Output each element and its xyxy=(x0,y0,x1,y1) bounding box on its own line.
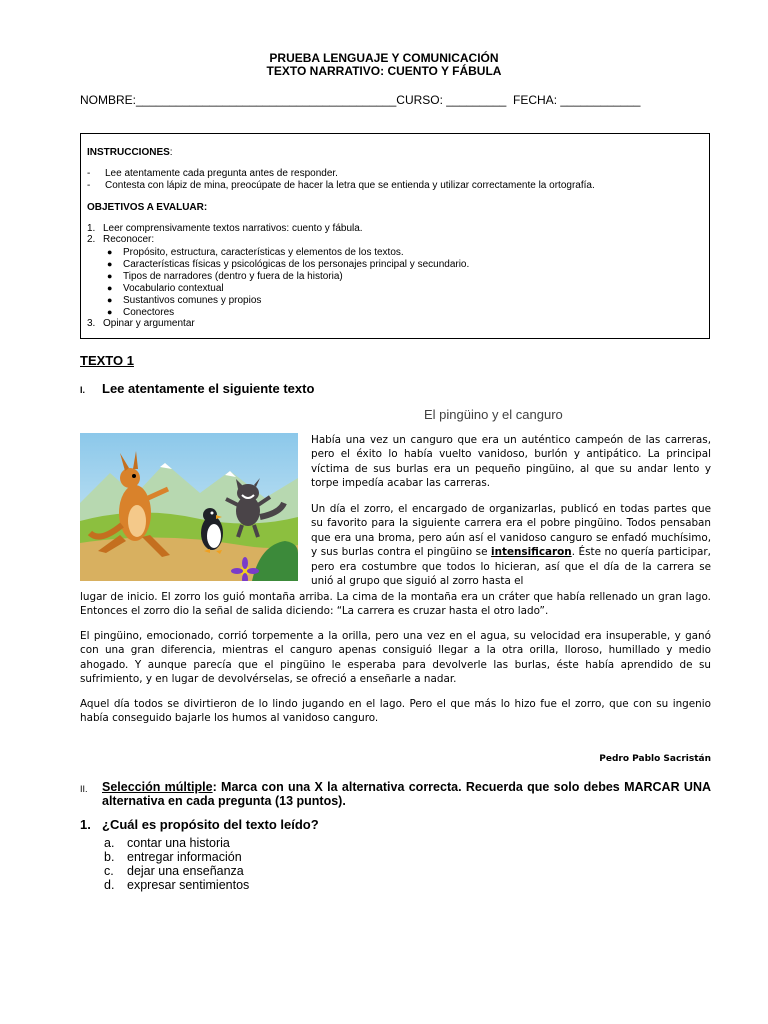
sub-objective-item: ● Conectores xyxy=(107,307,175,318)
answer-option-b[interactable]: b. entregar información xyxy=(104,850,242,864)
instructions-box xyxy=(80,133,710,339)
answer-option-c[interactable]: c. dejar una enseñanza xyxy=(104,864,244,878)
story-paragraph: El pingüino, emocionado, corrió torpemente a la orilla, pero una vez en el agua, su velocidad era insuperable, y ganó con una gran diferencia, mientras el canguro apenas consiguió llegar a la otra orilla, lloroso, humillado y medio ahogado. Y aunque parecía que el pingüino le esperaba para devolverle las burlas, éste había aprendido de su sufrimiento, y en lugar de devolvérselas, se ofreció a enseñarle a nadar. xyxy=(80,630,711,686)
objectives-heading: OBJETIVOS A EVALUAR: xyxy=(87,202,208,213)
instruction-item: - Contesta con lápiz de mina, preocúpate de hacer la letra que se entienda y utilizar correctamente la ortografía. xyxy=(87,180,595,191)
instruction-item: - Lee atentamente cada pregunta antes de responder. xyxy=(87,168,338,179)
highlighted-word: intensificaron xyxy=(491,546,572,559)
story-paragraph: lugar de inicio. El zorro los guió montaña arriba. La cima de la montaña era un cráter que había rellenado un gran lago. Entonces el zorro dio la señal de salida diciendo: “La carrera es cruzar hasta el otro lado”. xyxy=(80,591,711,618)
story-author: Pedro Pablo Sacristán xyxy=(599,754,711,764)
objective-item: 3. Opinar y argumentar xyxy=(87,318,195,329)
exam-subtitle: TEXTO NARRATIVO: CUENTO Y FÁBULA xyxy=(266,64,502,78)
student-info-fields[interactable]: NOMBRE:_______________________________________CURSO: _________ FECHA: ____________ xyxy=(80,93,641,107)
exam-title: PRUEBA LENGUAJE Y COMUNICACIÓN xyxy=(269,51,499,65)
kangaroo-penguin-fox-illustration xyxy=(80,433,298,581)
sub-objective-item: ● Características físicas y psicológicas de los personajes principal y secundario. xyxy=(107,259,470,270)
answer-option-d[interactable]: d. expresar sentimientos xyxy=(104,878,250,892)
sub-objective-item: ● Vocabulario contextual xyxy=(107,283,224,294)
story-paragraph: Un día el zorro, el encargado de organizarlas, publicó en todas partes que su favorito para la siguiente carrera era el pobre pingüino. Todos pensaban que era una broma, pero aún así el vanidoso canguro se enfadó muchísimo, y sus burlas contra el pingüino se intensificaron. Éste no quería participar, pero era costumbre que todos lo hicieran, así que el día de la carrera se unió al grupo que siguió al zorro hasta el xyxy=(311,503,711,588)
sub-objective-item: ● Propósito, estructura, características y elementos de los textos. xyxy=(107,247,404,258)
story-paragraph: Había una vez un canguro que era un auténtico campeón de las carreras, pero el éxito lo había vuelto vanidoso, burlón y antipático. La principal víctima de sus burlas era un pequeño pingüino, al que su andar lento y torpe impedía acabar las carreras. xyxy=(311,434,711,490)
objective-item: 2. Reconocer: xyxy=(87,234,155,245)
sub-objective-item: ● Tipos de narradores (dentro y fuera de la historia) xyxy=(107,271,343,282)
story-title: El pingüino y el canguro xyxy=(424,407,563,422)
question-1: 1. ¿Cuál es propósito del texto leído? xyxy=(80,817,319,832)
sub-objective-item: ● Sustantivos comunes y propios xyxy=(107,295,262,306)
answer-option-a[interactable]: a. contar una historia xyxy=(104,836,230,850)
instructions-heading: INSTRUCCIONES: xyxy=(87,147,173,158)
section-1-heading: I. Lee atentamente el siguiente texto xyxy=(80,381,315,396)
text-label: TEXTO 1 xyxy=(80,353,134,368)
objective-item: 1. Leer comprensivamente textos narrativos: cuento y fábula. xyxy=(87,223,363,234)
exam-page: PRUEBA LENGUAJE Y COMUNICACIÓN TEXTO NARRATIVO: CUENTO Y FÁBULA NOMBRE:_______________________________________CURSO: _________ FECHA: ____________ INSTRUCCIONES: - Lee atentamente cada pregunta antes de responder. - Contesta con lápiz de mina, preocúpate de hacer la letra que se entienda y utilizar correctamente la ortografía. OBJETIVOS A EVALUAR: 1. Leer comprensivamente textos narrativos: cuento y fábula. 2. Reconocer: ● Propósito, estructura, características y elementos de los textos. ● Características físicas y psicológicas de los personajes principal y secundario. ● Tipos de narradores (dentro y fuera de la historia) ● Vocabulario contextual ● Sustantivos comunes y propios ● Conectores 3. Opinar y argumentar TEXTO 1 I. Lee atentamente el siguiente texto El pingüino y el canguro Había una vez un canguro que era un auténtico campeón de las carreras, pero el éxito lo había vuelto vanidoso, burlón y antipático. La principal víctima de sus burlas era un pequeño pingüino, al que su andar lento y torpe impedía acabar las carreras. Un día el zorro, el encargado de organizarlas, publicó en todas partes que su favorito para la siguiente carrera era el pobre pingüino. Todos pensaban que era una broma, pero aún así el vanidoso canguro se enfadó muchísimo, y sus burlas contra el pingüino se intensificaron. Éste no quería participar, pero era costumbre que todos lo hicieran, así que el día de la carrera se unió al grupo que siguió al zorro hasta el lugar de inicio. El zorro los guió montaña arriba. La cima de la montaña era un cráter que había rellenado un gran lago. Entonces el zorro dio la señal de salida diciendo: “La carrera es cruzar hasta el otro lado”. El pingüino, emocionado, corrió torpemente a la orilla, pero una vez en el agua, su velocidad era insuperable, y ganó con una gran diferencia, mientras el canguro apenas consiguió llegar a la otra orilla, lloroso, humillado y medio ahogado. Y aunque parecía que el pingüino le esperaba para devolverle las burlas, éste había aprendido de su sufrimiento, y en lugar de devolvérselas, se ofreció a enseñarle a nadar. Aquel día todos se divirtieron de lo lindo jugando en el lago. Pero el que más lo hizo fue el zorro, que con su ingenio había conseguido bajarle los humos al vanidoso canguro. Pedro Pablo Sacristán II. Selección múltiple: Marca con una X la alternativa correcta. Recuerda que solo debes MARCAR UNA alternativa en cada pregunta (13 puntos). 1. ¿Cuál es propósito del texto leído? a. contar una historia b. entregar información c. dejar una enseñanza d. expresar sentimientos xyxy=(0,0,768,1024)
story-paragraph: Aquel día todos se divirtieron de lo lindo jugando en el lago. Pero el que más lo hizo fue el zorro, que con su ingenio había conseguido bajarle los humos al vanidoso canguro. xyxy=(80,698,711,725)
